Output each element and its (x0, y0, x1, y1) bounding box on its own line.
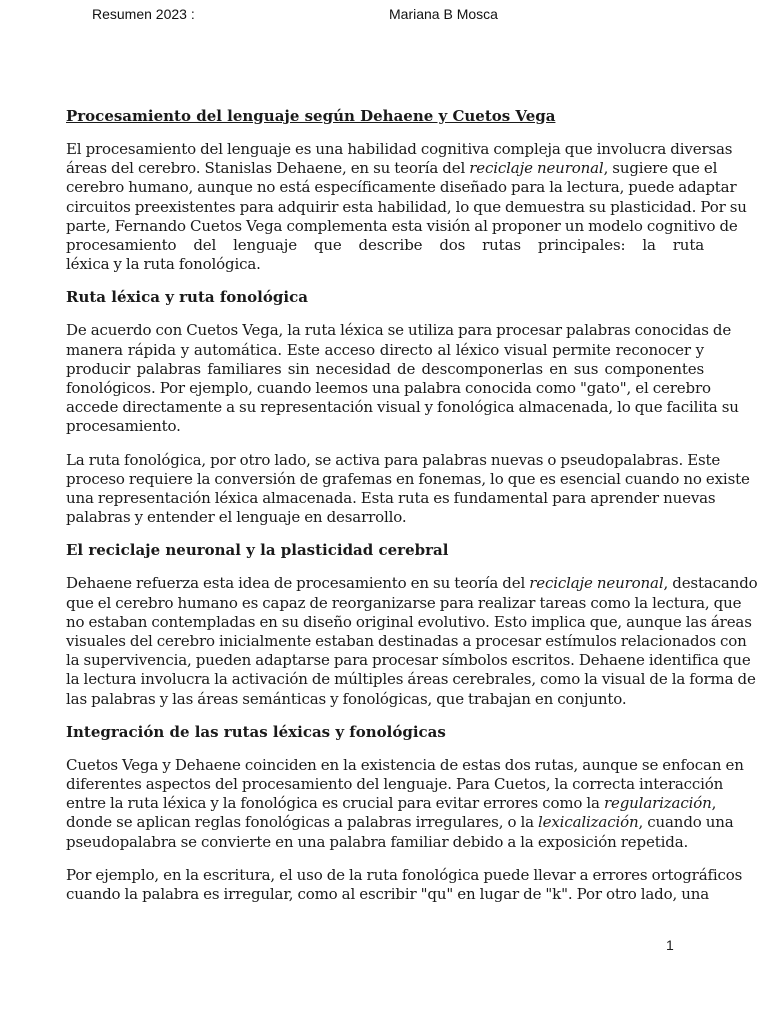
text-line: cuando la palabra es irregular, como al escribir "qu" en lugar de "k". Por otro lado, una (66, 885, 710, 904)
section-rutas-paragraph-1 (66, 321, 739, 436)
header-left: Resumen 2023 : (92, 6, 195, 22)
text-line: Cuetos Vega y Dehaene coinciden en la existencia de estas dos rutas, aunque se enfocan en (66, 755, 744, 774)
text-line: De acuerdo con Cuetos Vega, la ruta léxica se utiliza para procesar palabras conocidas de (66, 321, 732, 340)
text-line: manera rápida y automática. Este acceso directo al léxico visual permite reconocer y (66, 340, 704, 359)
text-line: accede directamente a su representación visual y fonológica almacenada, lo que facilita su (66, 398, 739, 417)
document-title: Procesamiento del lenguaje según Dehaene y Cuetos Vega (66, 107, 556, 125)
text-line: producir palabras familiares sin necesidad de descomponerlas en sus componentes (66, 359, 704, 378)
text-line: Dehaene refuerza esta idea de procesamiento en su teoría del reciclaje neuronal, destacando (66, 574, 758, 593)
text-line: cerebro humano, aunque no está específicamente diseñado para la lectura, puede adaptar (66, 178, 737, 197)
text-line: no estaban contempladas en su diseño original evolutivo. Esto implica que, aunque las áreas (66, 612, 752, 631)
text-line: una representación léxica almacenada. Esta ruta es fundamental para aprender nuevas (66, 489, 716, 508)
section-reciclaje-paragraph (66, 574, 758, 708)
text-line: palabras y entender el lenguaje en desarrollo. (66, 508, 407, 527)
text-line: donde se aplican reglas fonológicas a palabras irregulares, o la lexicalización, cuando una (66, 813, 734, 832)
section-heading-reciclaje: El reciclaje neuronal y la plasticidad cerebral (66, 541, 449, 560)
text-line: la lectura involucra la activación de múltiples áreas cerebrales, como la visual de la forma de (66, 670, 756, 689)
text-line: visuales del cerebro inicialmente estaban destinadas a procesar estímulos relacionados con (66, 632, 747, 651)
text-line: Por ejemplo, en la escritura, el uso de la ruta fonológica puede llevar a errores ortográficos (66, 865, 743, 884)
text-line: parte, Fernando Cuetos Vega complementa esta visión al proponer un modelo cognitivo de (66, 216, 738, 235)
document-body (66, 107, 758, 918)
intro-paragraph (66, 140, 747, 274)
text-line: la supervivencia, pueden adaptarse para procesar símbolos escritos. Dehaene identifica que (66, 651, 751, 670)
text-line: proceso requiere la conversión de grafemas en fonemas, lo que es esencial cuando no existe (66, 469, 750, 488)
page-number: 1 (666, 937, 674, 953)
text-line: que el cerebro humano es capaz de reorganizarse para realizar tareas como la lectura, que (66, 593, 742, 612)
section-heading-integracion: Integración de las rutas léxicas y fonológicas (66, 722, 446, 741)
text-line: El procesamiento del lenguaje es una habilidad cognitiva compleja que involucra diversas (66, 140, 733, 158)
text-line: pseudopalabra se convierte en una palabra familiar debido a la exposición repetida. (66, 832, 689, 851)
text-line: entre la ruta léxica y la fonológica es crucial para evitar errores como la regularización, (66, 794, 717, 813)
text-line: fonológicos. Por ejemplo, cuando leemos una palabra conocida como "gato", el cerebro (66, 379, 711, 398)
text-line: procesamiento del lenguaje que describe dos rutas principales: la ruta (66, 236, 704, 255)
text-line: léxica y la ruta fonológica. (66, 255, 261, 274)
text-line: circuitos preexistentes para adquirir esta habilidad, lo que demuestra su plasticidad. Por su (66, 197, 747, 216)
section-rutas-paragraph-2 (66, 450, 750, 528)
section-integracion-paragraph-1 (66, 755, 744, 852)
text-line: diferentes aspectos del procesamiento del lenguaje. Para Cuetos, la correcta interacción (66, 775, 724, 794)
text-line: procesamiento. (66, 417, 181, 436)
header-author: Mariana B Mosca (389, 6, 498, 22)
text-line: áreas del cerebro. Stanislas Dehaene, en su teoría del reciclaje neuronal, sugiere que el (66, 159, 718, 178)
section-integracion-paragraph-2 (66, 865, 743, 904)
text-line: las palabras y las áreas semánticas y fonológicas, que trabajan en conjunto. (66, 689, 627, 708)
text-line: La ruta fonológica, por otro lado, se activa para palabras nuevas o pseudopalabras. Este (66, 450, 721, 469)
section-heading-rutas: Ruta léxica y ruta fonológica (66, 288, 308, 307)
